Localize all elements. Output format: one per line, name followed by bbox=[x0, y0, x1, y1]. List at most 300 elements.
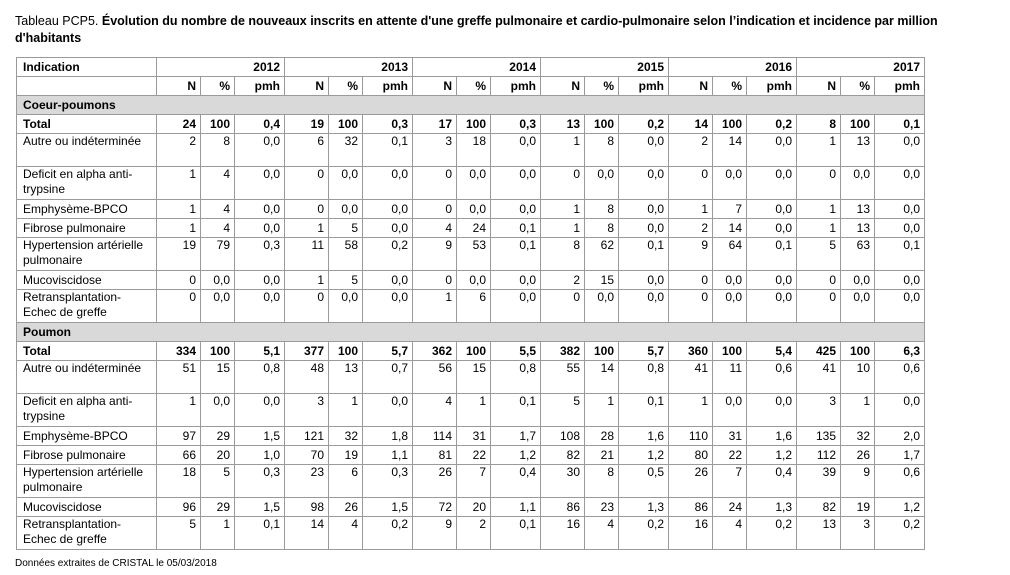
table-cell: 1,2 bbox=[619, 446, 669, 465]
table-cell: 19 bbox=[329, 446, 363, 465]
table-row bbox=[17, 290, 925, 323]
table-cell: 41 bbox=[669, 361, 713, 394]
table-cell: 0 bbox=[797, 167, 841, 200]
table-cell: 0,0 bbox=[619, 134, 669, 167]
header-measure: N bbox=[669, 77, 713, 96]
table-cell: 0,0 bbox=[619, 219, 669, 238]
table-title bbox=[15, 13, 990, 47]
table-cell: 110 bbox=[669, 427, 713, 446]
table-cell: 19 bbox=[285, 115, 329, 134]
table-cell: 0,0 bbox=[201, 271, 235, 290]
table-cell: 377 bbox=[285, 342, 329, 361]
table-cell: 108 bbox=[541, 427, 585, 446]
table-cell: 0,0 bbox=[235, 394, 285, 427]
table-cell: 0,1 bbox=[491, 219, 541, 238]
table-cell: 0,0 bbox=[235, 200, 285, 219]
table-cell: 0,0 bbox=[713, 271, 747, 290]
table-cell: 0,3 bbox=[363, 115, 413, 134]
table-cell: 98 bbox=[285, 498, 329, 517]
table-cell: 1,2 bbox=[491, 446, 541, 465]
table-cell: 96 bbox=[157, 498, 201, 517]
table-cell: 0,1 bbox=[619, 238, 669, 271]
header-indication: Indication bbox=[17, 58, 157, 77]
table-cell: 0 bbox=[797, 271, 841, 290]
table-cell: 86 bbox=[541, 498, 585, 517]
table-cell: 0,0 bbox=[235, 290, 285, 323]
table-cell: 63 bbox=[841, 238, 875, 271]
table-cell: 31 bbox=[457, 427, 491, 446]
row-label: Fibrose pulmonaire bbox=[17, 446, 157, 465]
header-year: 2013 bbox=[285, 58, 413, 77]
table-row bbox=[17, 427, 925, 446]
row-label: Hypertension artérielle pulmonaire bbox=[17, 238, 157, 271]
table-cell: 0 bbox=[541, 290, 585, 323]
table-cell: 0,2 bbox=[747, 517, 797, 550]
table-cell: 8 bbox=[585, 465, 619, 498]
table-cell: 0,0 bbox=[235, 167, 285, 200]
table-cell: 0,7 bbox=[363, 361, 413, 394]
table-cell: 1,7 bbox=[875, 446, 925, 465]
header-measure: % bbox=[329, 77, 363, 96]
table-row bbox=[17, 465, 925, 498]
row-label: Autre ou indéterminée bbox=[17, 361, 157, 394]
table-cell: 5 bbox=[157, 517, 201, 550]
table-row bbox=[17, 446, 925, 465]
table-cell: 8 bbox=[585, 200, 619, 219]
table-cell: 11 bbox=[285, 238, 329, 271]
table-cell: 14 bbox=[585, 361, 619, 394]
table-cell: 100 bbox=[329, 342, 363, 361]
table-cell: 4 bbox=[413, 219, 457, 238]
table-cell: 0,0 bbox=[363, 200, 413, 219]
table-cell: 0,0 bbox=[363, 271, 413, 290]
table-cell: 0,0 bbox=[747, 290, 797, 323]
table-cell: 7 bbox=[457, 465, 491, 498]
table-cell: 86 bbox=[669, 498, 713, 517]
table-cell: 13 bbox=[797, 517, 841, 550]
table-cell: 15 bbox=[201, 361, 235, 394]
table-cell: 18 bbox=[457, 134, 491, 167]
table-cell: 7 bbox=[713, 465, 747, 498]
header-measure: pmh bbox=[491, 77, 541, 96]
table-cell: 22 bbox=[457, 446, 491, 465]
table-cell: 1,6 bbox=[619, 427, 669, 446]
table-cell: 1,5 bbox=[235, 498, 285, 517]
table-cell: 0,0 bbox=[747, 134, 797, 167]
table-cell: 0,0 bbox=[585, 290, 619, 323]
table-cell: 0,0 bbox=[235, 219, 285, 238]
table-cell: 51 bbox=[157, 361, 201, 394]
row-label: Deficit en alpha anti-trypsine bbox=[17, 394, 157, 427]
table-cell: 0,1 bbox=[491, 517, 541, 550]
table-cell: 0,6 bbox=[747, 361, 797, 394]
table-cell: 4 bbox=[413, 394, 457, 427]
table-cell: 5 bbox=[329, 271, 363, 290]
table-cell: 5,7 bbox=[619, 342, 669, 361]
table-cell: 14 bbox=[285, 517, 329, 550]
header-measure: N bbox=[413, 77, 457, 96]
header-measure: pmh bbox=[235, 77, 285, 96]
table-cell: 0,0 bbox=[363, 394, 413, 427]
table-cell: 26 bbox=[841, 446, 875, 465]
table-cell: 0,0 bbox=[491, 200, 541, 219]
table-cell: 100 bbox=[841, 115, 875, 134]
table-cell: 26 bbox=[329, 498, 363, 517]
table-cell: 100 bbox=[713, 115, 747, 134]
table-cell: 0,0 bbox=[329, 200, 363, 219]
row-label: Total bbox=[17, 342, 157, 361]
table-cell: 0,3 bbox=[363, 465, 413, 498]
table-cell: 20 bbox=[201, 446, 235, 465]
table-cell: 41 bbox=[797, 361, 841, 394]
table-row bbox=[17, 238, 925, 271]
table-cell: 1 bbox=[413, 290, 457, 323]
table-cell: 29 bbox=[201, 427, 235, 446]
table-cell: 100 bbox=[713, 342, 747, 361]
table-cell: 1,8 bbox=[363, 427, 413, 446]
table-cell: 0,0 bbox=[457, 271, 491, 290]
table-cell: 0,3 bbox=[491, 115, 541, 134]
table-cell: 0 bbox=[541, 167, 585, 200]
table-cell: 19 bbox=[157, 238, 201, 271]
header-measure: % bbox=[457, 77, 491, 96]
table-cell: 66 bbox=[157, 446, 201, 465]
table-cell: 6 bbox=[457, 290, 491, 323]
header-measure: % bbox=[713, 77, 747, 96]
header-year: 2014 bbox=[413, 58, 541, 77]
table-cell: 3 bbox=[797, 394, 841, 427]
table-cell: 382 bbox=[541, 342, 585, 361]
table-cell: 0,0 bbox=[235, 271, 285, 290]
table-cell: 4 bbox=[585, 517, 619, 550]
table-cell: 70 bbox=[285, 446, 329, 465]
table-title-text: Évolution du nombre de nouveaux inscrits en attente d'une greffe pulmonaire et cardio-pulmonaire selon l’indication et incidence par million d'habitants bbox=[15, 14, 938, 45]
table-cell: 32 bbox=[329, 427, 363, 446]
table-cell: 0 bbox=[669, 290, 713, 323]
table-cell: 16 bbox=[541, 517, 585, 550]
table-cell: 82 bbox=[797, 498, 841, 517]
table-cell: 0,2 bbox=[747, 115, 797, 134]
table-cell: 362 bbox=[413, 342, 457, 361]
table-cell: 82 bbox=[541, 446, 585, 465]
table-cell: 9 bbox=[413, 238, 457, 271]
table-cell: 13 bbox=[841, 134, 875, 167]
table-cell: 8 bbox=[585, 219, 619, 238]
table-cell: 2 bbox=[669, 134, 713, 167]
table-cell: 3 bbox=[413, 134, 457, 167]
table-cell: 1 bbox=[285, 219, 329, 238]
table-cell: 3 bbox=[285, 394, 329, 427]
table-cell: 8 bbox=[201, 134, 235, 167]
table-cell: 425 bbox=[797, 342, 841, 361]
table-cell: 0,0 bbox=[201, 394, 235, 427]
table-cell: 0,8 bbox=[235, 361, 285, 394]
table-cell: 360 bbox=[669, 342, 713, 361]
table-cell: 2 bbox=[669, 219, 713, 238]
table-cell: 100 bbox=[457, 342, 491, 361]
table-cell: 9 bbox=[669, 238, 713, 271]
table-cell: 0,0 bbox=[235, 134, 285, 167]
table-cell: 18 bbox=[157, 465, 201, 498]
table-cell: 13 bbox=[841, 219, 875, 238]
table-cell: 1,5 bbox=[363, 498, 413, 517]
table-cell: 0,0 bbox=[747, 271, 797, 290]
table-cell: 1 bbox=[201, 517, 235, 550]
table-cell: 8 bbox=[541, 238, 585, 271]
table-cell: 0,3 bbox=[235, 238, 285, 271]
table-cell: 334 bbox=[157, 342, 201, 361]
table-cell: 1,2 bbox=[875, 498, 925, 517]
table-row bbox=[17, 134, 925, 167]
table-cell: 0 bbox=[797, 290, 841, 323]
header-measure: N bbox=[541, 77, 585, 96]
section-row bbox=[17, 323, 925, 342]
table-cell: 1 bbox=[669, 394, 713, 427]
table-row bbox=[17, 219, 925, 238]
table-cell: 17 bbox=[413, 115, 457, 134]
table-cell: 5,1 bbox=[235, 342, 285, 361]
table-cell: 32 bbox=[841, 427, 875, 446]
table-cell: 6,3 bbox=[875, 342, 925, 361]
header-measure: N bbox=[285, 77, 329, 96]
table-cell: 0,0 bbox=[875, 219, 925, 238]
table-cell: 1 bbox=[541, 200, 585, 219]
table-cell: 1,1 bbox=[491, 498, 541, 517]
table-cell: 1,2 bbox=[747, 446, 797, 465]
table-cell: 32 bbox=[329, 134, 363, 167]
table-cell: 100 bbox=[585, 342, 619, 361]
header-year: 2016 bbox=[669, 58, 797, 77]
table-cell: 0,2 bbox=[363, 517, 413, 550]
table-cell: 0,0 bbox=[747, 394, 797, 427]
table-cell: 13 bbox=[329, 361, 363, 394]
table-cell: 0,0 bbox=[713, 167, 747, 200]
table-cell: 0,5 bbox=[619, 465, 669, 498]
table-cell: 0,0 bbox=[457, 167, 491, 200]
section-row bbox=[17, 96, 925, 115]
table-cell: 6 bbox=[329, 465, 363, 498]
table-cell: 0,8 bbox=[491, 361, 541, 394]
table-cell: 22 bbox=[713, 446, 747, 465]
table-cell: 0,0 bbox=[585, 167, 619, 200]
table-cell: 1 bbox=[157, 394, 201, 427]
header-measure: N bbox=[797, 77, 841, 96]
table-cell: 0,6 bbox=[875, 465, 925, 498]
table-cell: 0,0 bbox=[747, 219, 797, 238]
table-cell: 24 bbox=[713, 498, 747, 517]
table-cell: 13 bbox=[841, 200, 875, 219]
table-cell: 0,1 bbox=[491, 238, 541, 271]
table-cell: 3 bbox=[841, 517, 875, 550]
table-cell: 0,0 bbox=[491, 290, 541, 323]
table-cell: 0 bbox=[669, 167, 713, 200]
table-cell: 10 bbox=[841, 361, 875, 394]
table-title-number: Tableau PCP5. bbox=[15, 14, 102, 28]
table-cell: 14 bbox=[713, 134, 747, 167]
table-cell: 0,0 bbox=[491, 134, 541, 167]
table-cell: 97 bbox=[157, 427, 201, 446]
table-cell: 0,0 bbox=[747, 200, 797, 219]
table-cell: 30 bbox=[541, 465, 585, 498]
header-year: 2017 bbox=[797, 58, 925, 77]
table-cell: 0,1 bbox=[363, 134, 413, 167]
table-cell: 53 bbox=[457, 238, 491, 271]
table-cell: 135 bbox=[797, 427, 841, 446]
table-cell: 1,3 bbox=[747, 498, 797, 517]
table-cell: 15 bbox=[585, 271, 619, 290]
row-label: Autre ou indéterminée bbox=[17, 134, 157, 167]
table-cell: 0,0 bbox=[875, 394, 925, 427]
table-cell: 1 bbox=[841, 394, 875, 427]
table-cell: 0 bbox=[157, 271, 201, 290]
row-label: Fibrose pulmonaire bbox=[17, 219, 157, 238]
total-row bbox=[17, 115, 925, 134]
table-cell: 13 bbox=[541, 115, 585, 134]
header-measure: N bbox=[157, 77, 201, 96]
table-cell: 80 bbox=[669, 446, 713, 465]
table-cell: 0,4 bbox=[491, 465, 541, 498]
table-cell: 0,0 bbox=[841, 271, 875, 290]
source-note: Données extraites de CRISTAL le 05/03/2018 bbox=[15, 558, 217, 569]
table-cell: 100 bbox=[201, 342, 235, 361]
table-cell: 14 bbox=[669, 115, 713, 134]
header-year: 2015 bbox=[541, 58, 669, 77]
table-cell: 5,4 bbox=[747, 342, 797, 361]
header-row-measures bbox=[17, 77, 925, 96]
table-cell: 1 bbox=[797, 134, 841, 167]
table-cell: 5,7 bbox=[363, 342, 413, 361]
table-cell: 121 bbox=[285, 427, 329, 446]
table-cell: 31 bbox=[713, 427, 747, 446]
table-cell: 1,0 bbox=[235, 446, 285, 465]
table-cell: 19 bbox=[841, 498, 875, 517]
table-cell: 56 bbox=[413, 361, 457, 394]
table-cell: 0,0 bbox=[619, 271, 669, 290]
table-cell: 23 bbox=[585, 498, 619, 517]
row-label: Hypertension artérielle pulmonaire bbox=[17, 465, 157, 498]
table-cell: 0 bbox=[285, 290, 329, 323]
table-cell: 1 bbox=[329, 394, 363, 427]
table-cell: 100 bbox=[201, 115, 235, 134]
table-cell: 0,1 bbox=[235, 517, 285, 550]
table-row bbox=[17, 200, 925, 219]
table-cell: 0,0 bbox=[875, 134, 925, 167]
table-cell: 1 bbox=[157, 200, 201, 219]
table-cell: 58 bbox=[329, 238, 363, 271]
table-cell: 55 bbox=[541, 361, 585, 394]
table-cell: 5 bbox=[797, 238, 841, 271]
table-cell: 1 bbox=[285, 271, 329, 290]
table-cell: 1,5 bbox=[235, 427, 285, 446]
table-cell: 7 bbox=[713, 200, 747, 219]
table-cell: 14 bbox=[713, 219, 747, 238]
table-cell: 1 bbox=[797, 200, 841, 219]
table-cell: 5,5 bbox=[491, 342, 541, 361]
table-cell: 1,7 bbox=[491, 427, 541, 446]
table-cell: 39 bbox=[797, 465, 841, 498]
table-cell: 0,3 bbox=[235, 465, 285, 498]
table-cell: 62 bbox=[585, 238, 619, 271]
table-cell: 26 bbox=[669, 465, 713, 498]
table-cell: 0,0 bbox=[619, 290, 669, 323]
table-cell: 0,2 bbox=[363, 238, 413, 271]
table-cell: 0,0 bbox=[747, 167, 797, 200]
table-cell: 0,0 bbox=[875, 271, 925, 290]
table-cell: 1,1 bbox=[363, 446, 413, 465]
table-cell: 4 bbox=[201, 219, 235, 238]
table-cell: 2 bbox=[457, 517, 491, 550]
row-label: Mucoviscidose bbox=[17, 271, 157, 290]
table-cell: 16 bbox=[669, 517, 713, 550]
header-blank bbox=[17, 77, 157, 96]
table-cell: 0 bbox=[669, 271, 713, 290]
table-cell: 2 bbox=[541, 271, 585, 290]
table-cell: 100 bbox=[329, 115, 363, 134]
table-cell: 4 bbox=[329, 517, 363, 550]
table-row bbox=[17, 498, 925, 517]
table-cell: 21 bbox=[585, 446, 619, 465]
table-cell: 0,0 bbox=[457, 200, 491, 219]
table-cell: 0,0 bbox=[363, 290, 413, 323]
table-cell: 100 bbox=[841, 342, 875, 361]
table-cell: 1 bbox=[457, 394, 491, 427]
table-cell: 1,6 bbox=[747, 427, 797, 446]
table-cell: 4 bbox=[201, 167, 235, 200]
header-measure: % bbox=[201, 77, 235, 96]
table-row bbox=[17, 167, 925, 200]
data-table bbox=[16, 57, 925, 550]
table-row bbox=[17, 394, 925, 427]
table-cell: 0,2 bbox=[619, 517, 669, 550]
section-title: Poumon bbox=[17, 323, 925, 342]
row-label: Total bbox=[17, 115, 157, 134]
table-cell: 0,1 bbox=[875, 238, 925, 271]
table-cell: 0,0 bbox=[713, 290, 747, 323]
table-cell: 11 bbox=[713, 361, 747, 394]
table-cell: 0,0 bbox=[363, 167, 413, 200]
header-measure: pmh bbox=[875, 77, 925, 96]
table-row bbox=[17, 517, 925, 550]
table-cell: 0,2 bbox=[875, 517, 925, 550]
table-cell: 0,0 bbox=[491, 271, 541, 290]
table-cell: 114 bbox=[413, 427, 457, 446]
table-cell: 0,1 bbox=[875, 115, 925, 134]
table-cell: 2 bbox=[157, 134, 201, 167]
total-row bbox=[17, 342, 925, 361]
table-cell: 0,0 bbox=[363, 219, 413, 238]
table-cell: 1 bbox=[541, 134, 585, 167]
table-cell: 100 bbox=[457, 115, 491, 134]
table-cell: 5 bbox=[541, 394, 585, 427]
table-cell: 4 bbox=[713, 517, 747, 550]
table-cell: 8 bbox=[585, 134, 619, 167]
table-cell: 100 bbox=[585, 115, 619, 134]
row-label: Mucoviscidose bbox=[17, 498, 157, 517]
table-cell: 1 bbox=[797, 219, 841, 238]
table-cell: 5 bbox=[201, 465, 235, 498]
table-cell: 0,0 bbox=[841, 290, 875, 323]
table-cell: 20 bbox=[457, 498, 491, 517]
table-cell: 0,0 bbox=[329, 290, 363, 323]
table-cell: 0 bbox=[413, 271, 457, 290]
row-label: Retransplantation-Echec de greffe bbox=[17, 290, 157, 323]
header-year: 2012 bbox=[157, 58, 285, 77]
table-cell: 0,0 bbox=[329, 167, 363, 200]
row-label: Deficit en alpha anti-trypsine bbox=[17, 167, 157, 200]
section-title: Coeur-poumons bbox=[17, 96, 925, 115]
table-cell: 79 bbox=[201, 238, 235, 271]
header-measure: % bbox=[585, 77, 619, 96]
